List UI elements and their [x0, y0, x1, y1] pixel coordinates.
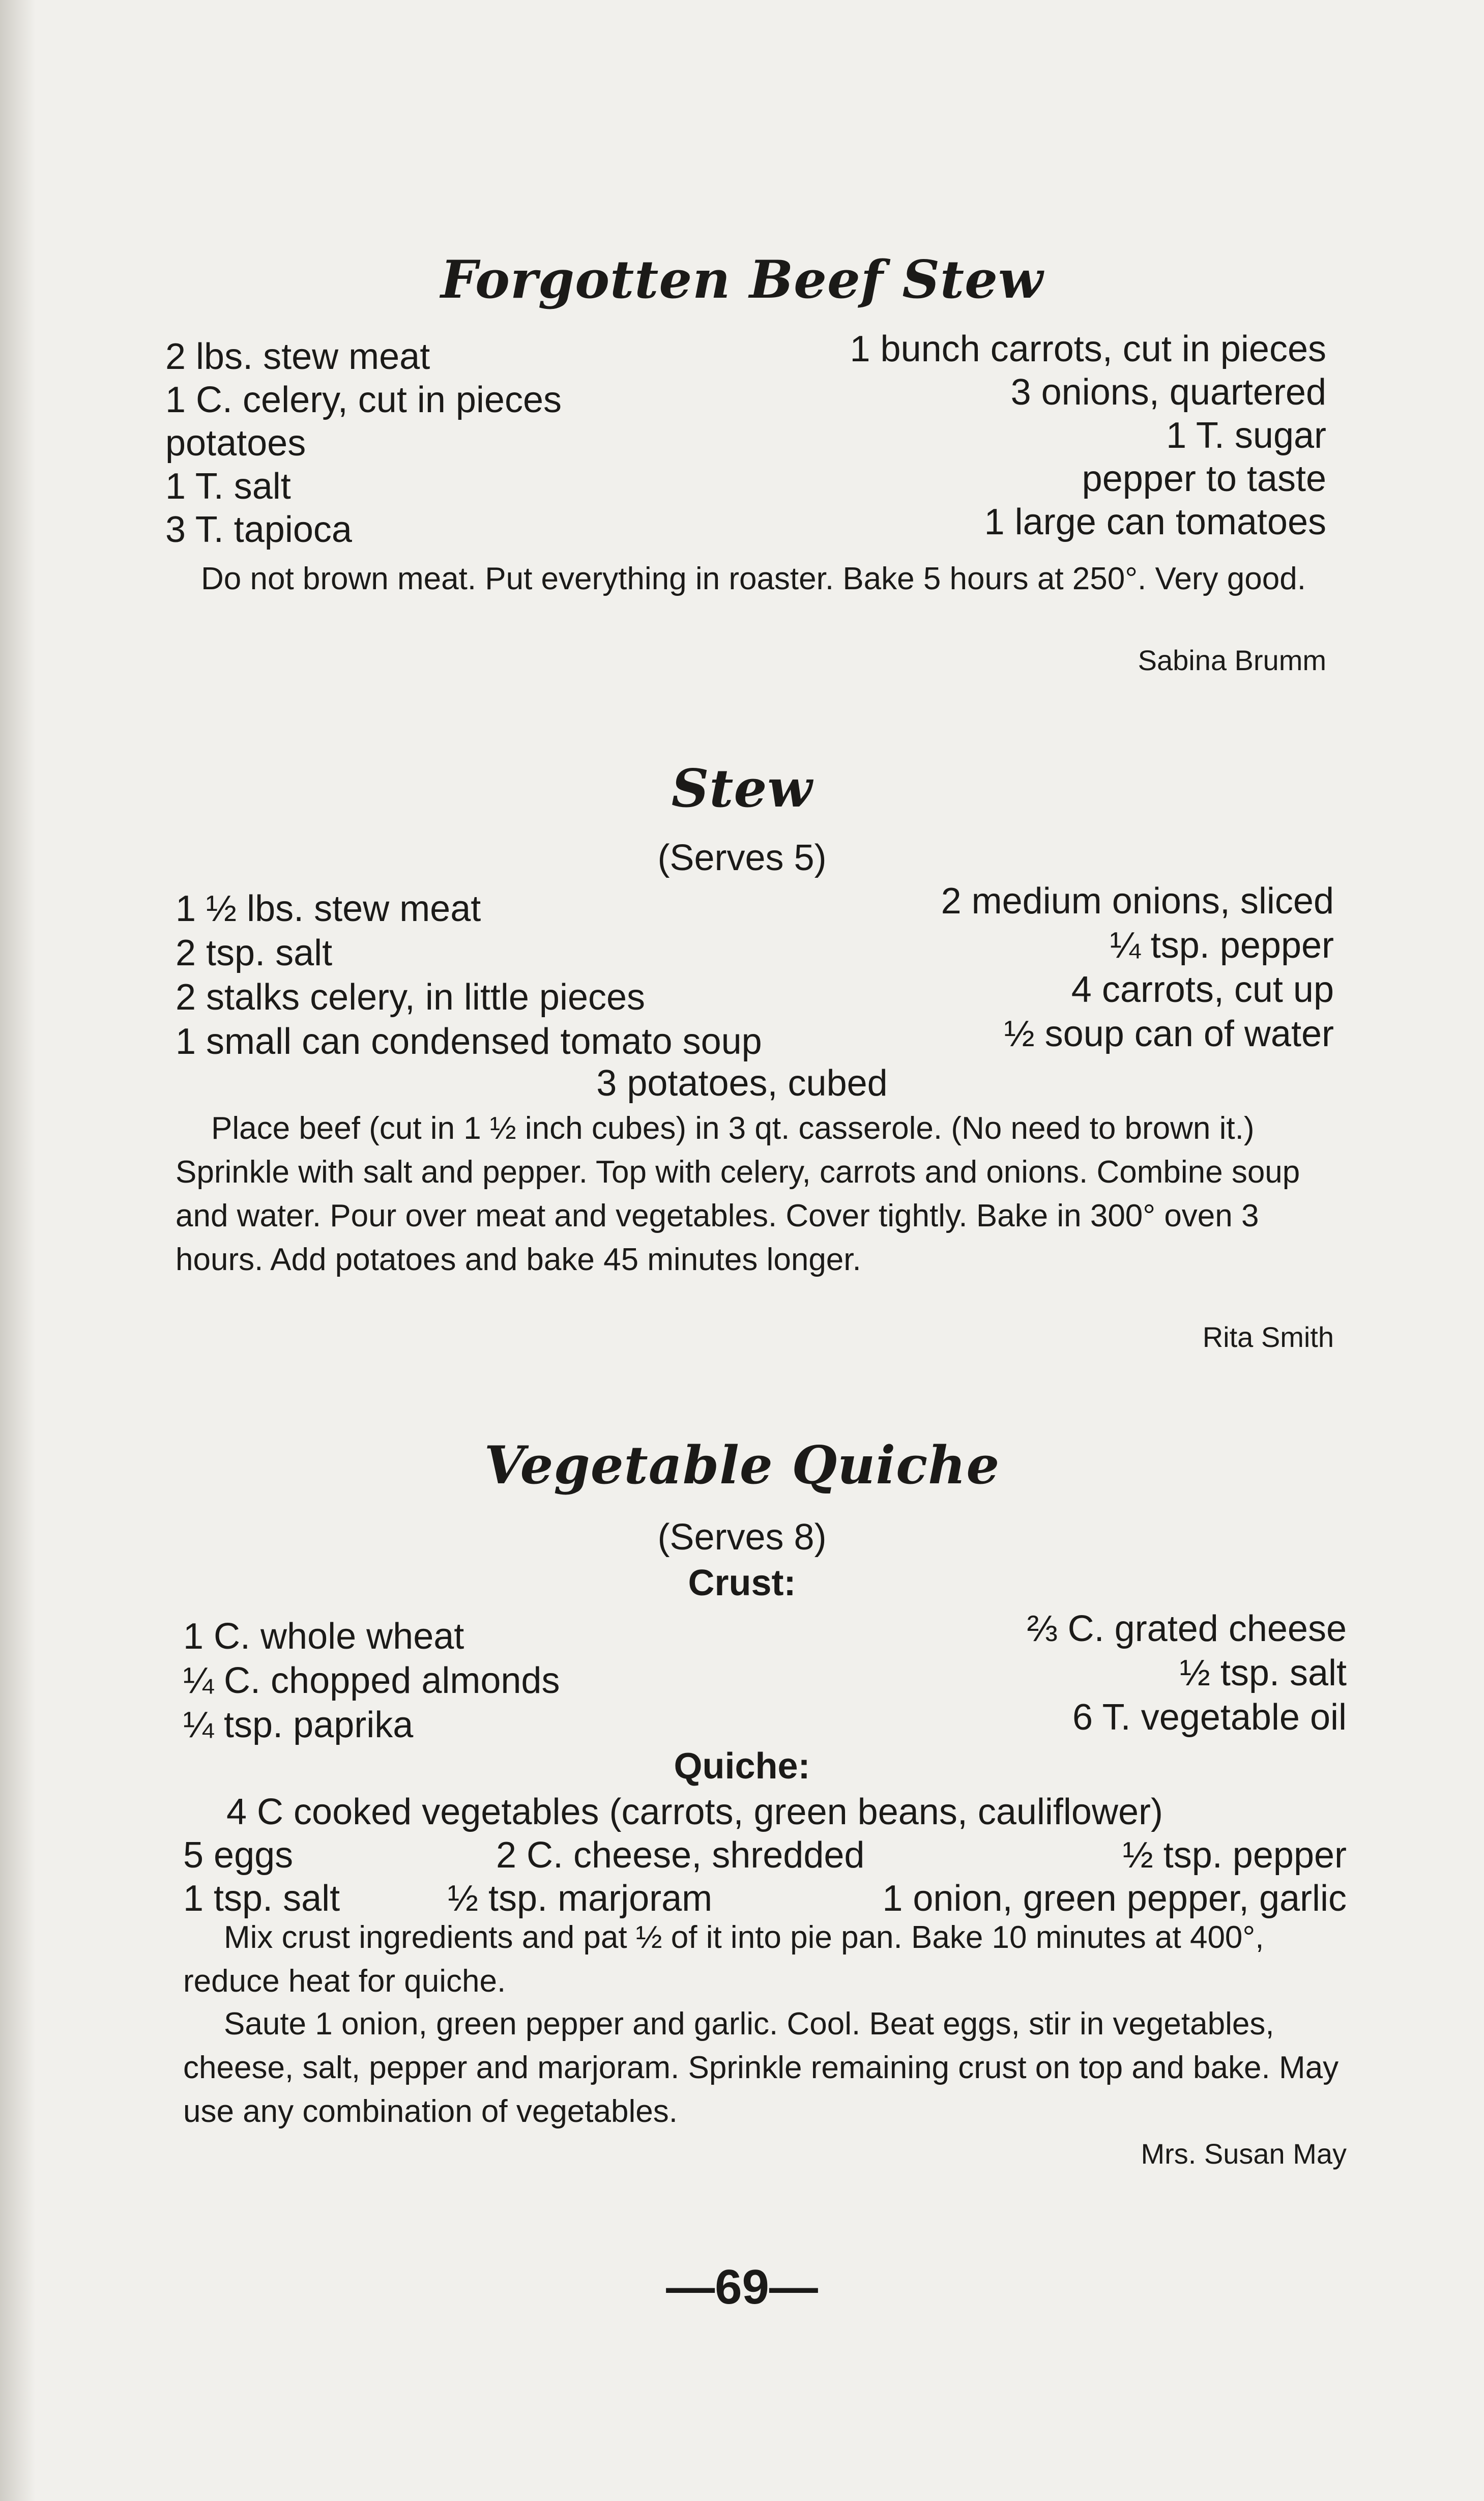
ingredient: ⅔ C. grated cheese — [1027, 1608, 1347, 1649]
ingredient: 1 small can condensed tomato soup — [176, 1021, 762, 1062]
ingredient: ½ tsp. salt — [1179, 1653, 1347, 1693]
ingredient: 2 medium onions, sliced — [941, 881, 1334, 922]
ingredient: 5 eggs — [183, 1835, 294, 1876]
recipe-title-stew: Stew — [671, 758, 813, 819]
page-number: —69— — [666, 2260, 818, 2314]
ingredient: 1 C. whole wheat — [183, 1616, 464, 1657]
serves-note: (Serves 5) — [657, 838, 827, 878]
ingredient: 1 T. salt — [165, 466, 291, 507]
recipe-author: Sabina Brumm — [1138, 644, 1326, 676]
recipe-author: Mrs. Susan May — [1141, 2138, 1347, 2170]
crust-heading: Crust: — [688, 1563, 796, 1603]
ingredient: potatoes — [165, 423, 306, 464]
ingredient: 6 T. vegetable oil — [1072, 1697, 1347, 1738]
ingredient: 1 onion, green pepper, garlic — [882, 1878, 1347, 1919]
ingredient: ½ soup can of water — [1004, 1014, 1334, 1054]
ingredient: 3 T. tapioca — [165, 509, 352, 550]
ingredient: ½ tsp. pepper — [1122, 1835, 1347, 1876]
ingredient: 1 large can tomatoes — [984, 502, 1326, 542]
ingredient: 4 C cooked vegetables (carrots, green beans, cauliflower) — [226, 1792, 1163, 1832]
serves-note: (Serves 8) — [657, 1517, 827, 1558]
ingredient: 1 C. celery, cut in pieces — [165, 380, 562, 420]
quiche-heading: Quiche: — [674, 1746, 810, 1787]
recipe-directions: Do not brown meat. Put everything in roaster. Bake 5 hours at 250°. Very good. — [201, 561, 1306, 596]
recipe-author: Rita Smith — [1202, 1321, 1334, 1353]
page-binding-shadow — [0, 0, 36, 2501]
ingredient: 2 C. cheese, shredded — [496, 1835, 865, 1876]
ingredient: 4 carrots, cut up — [1071, 969, 1334, 1010]
ingredient: 2 tsp. salt — [176, 933, 333, 973]
ingredient: ¼ tsp. paprika — [183, 1705, 414, 1745]
ingredient: 1 tsp. salt — [183, 1878, 340, 1919]
recipe-directions: Saute 1 onion, green pepper and garlic. Cool. Beat eggs, stir in vegetables, cheese, salt, pepper and marjoram. Sprinkle remaining crust on top and bake. May use any combination of vegetables. — [183, 2006, 1339, 2129]
ingredient: 2 lbs. stew meat — [165, 336, 430, 377]
ingredient: 2 stalks celery, in little pieces — [176, 977, 646, 1018]
ingredient: 1 T. sugar — [1166, 415, 1326, 456]
recipe-title-vegetable-quiche: Vegetable Quiche — [484, 1435, 1000, 1496]
ingredient: 1 ½ lbs. stew meat — [176, 888, 481, 929]
ingredient: ½ tsp. marjoram — [448, 1878, 713, 1919]
ingredient: ¼ tsp. pepper — [1110, 925, 1334, 966]
ingredient: ¼ C. chopped almonds — [183, 1660, 560, 1701]
ingredient: pepper to taste — [1082, 458, 1326, 499]
recipe-directions: Mix crust ingredients and pat ½ of it into pie pan. Bake 10 minutes at 400°, reduce heat for quiche. — [183, 1920, 1264, 1999]
ingredient: 3 onions, quartered — [1010, 372, 1326, 413]
recipe-title-forgotten-beef-stew: Forgotten Beef Stew — [441, 249, 1043, 310]
ingredient: 3 potatoes, cubed — [596, 1063, 888, 1104]
ingredient: 1 bunch carrots, cut in pieces — [850, 329, 1326, 369]
recipe-directions: Place beef (cut in 1 ½ inch cubes) in 3 qt. casserole. (No need to brown it.) Sprinkle with salt and pepper. Top with celery, carrots and onions. Combine soup and water. Pour over meat and vegetables. Cover tightly. Bake in 300° oven 3 hours. Add potatoes and bake 45 minutes longer. — [176, 1111, 1300, 1277]
